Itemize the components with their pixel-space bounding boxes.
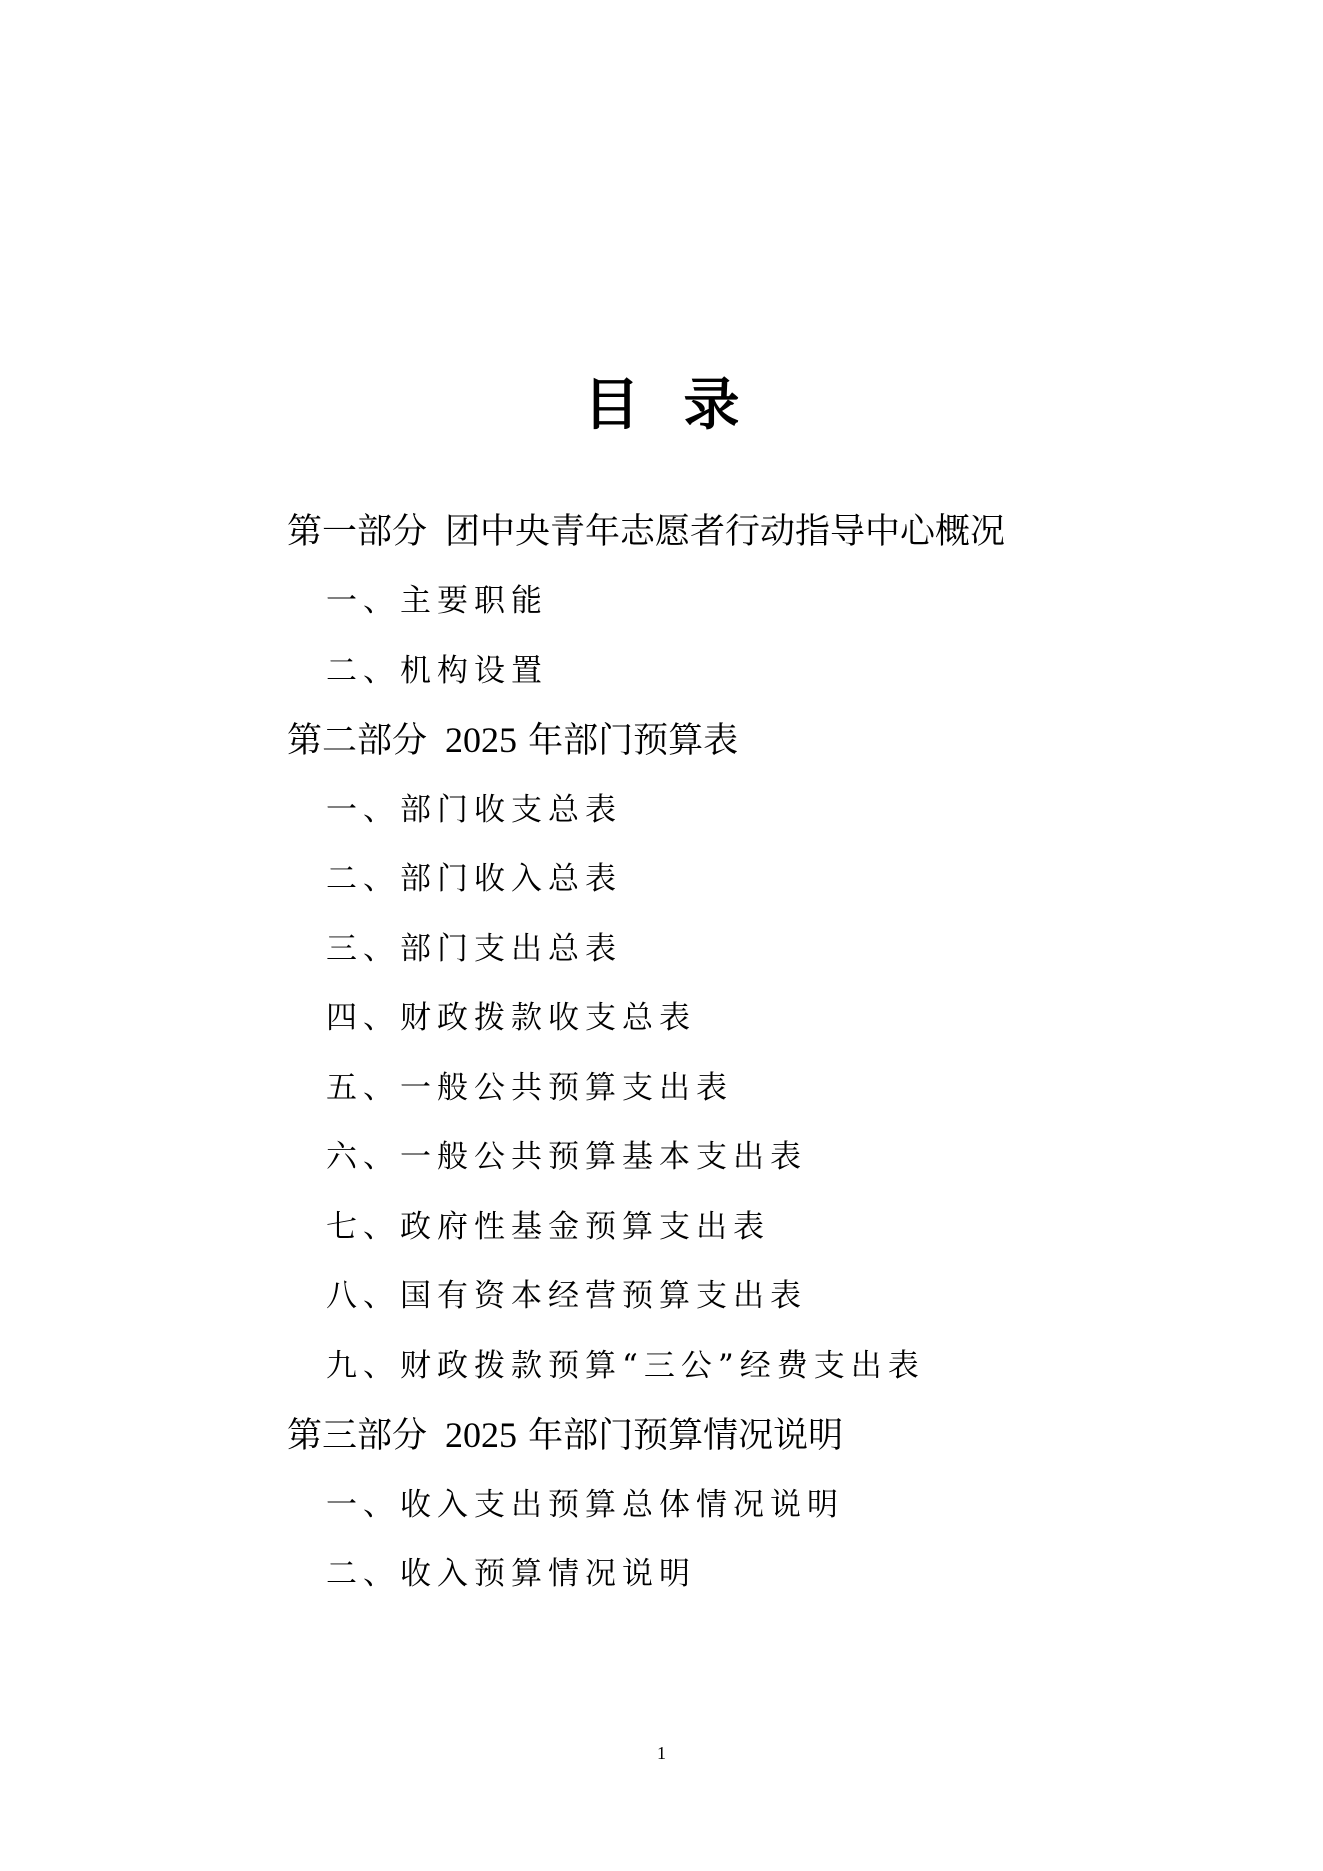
toc-item[interactable]: 九、财政拨款预算“三公”经费支出表 <box>326 1348 925 1384</box>
toc-part-2[interactable] <box>287 718 738 762</box>
toc-part-3[interactable] <box>287 1413 843 1457</box>
toc-item[interactable]: 二、部门收入总表 <box>326 861 622 897</box>
part-3-year: 2025 <box>445 1415 518 1455</box>
toc-item[interactable]: 二、机构设置 <box>326 653 548 689</box>
toc-item[interactable]: 一、部门收支总表 <box>326 792 622 828</box>
toc-item[interactable]: 三、部门支出总表 <box>326 931 622 967</box>
part-2-title: 年部门预算表 <box>528 721 739 761</box>
toc-item[interactable]: 五、一般公共预算支出表 <box>326 1070 733 1106</box>
page-number: 1 <box>657 1743 666 1763</box>
part-3-label: 第三部分 <box>287 1416 428 1456</box>
part-2-label: 第二部分 <box>287 721 428 761</box>
toc-item[interactable]: 一、收入支出预算总体情况说明 <box>326 1487 844 1523</box>
toc-item[interactable]: 二、收入预算情况说明 <box>326 1556 696 1592</box>
part-3-title: 年部门预算情况说明 <box>528 1416 844 1456</box>
toc-item[interactable]: 四、财政拨款收支总表 <box>326 1000 696 1036</box>
part-1-label: 第一部分 <box>287 512 428 552</box>
toc-item[interactable]: 一、主要职能 <box>326 583 548 619</box>
part-2-year: 2025 <box>445 720 518 760</box>
toc-item[interactable]: 六、一般公共预算基本支出表 <box>326 1139 807 1175</box>
toc-item[interactable]: 七、政府性基金预算支出表 <box>326 1209 770 1245</box>
toc-part-1[interactable] <box>287 510 1005 554</box>
page-title: 目录 <box>583 373 784 438</box>
toc-item[interactable]: 八、国有资本经营预算支出表 <box>326 1278 807 1314</box>
part-1-title: 团中央青年志愿者行动指导中心概况 <box>445 512 1006 552</box>
